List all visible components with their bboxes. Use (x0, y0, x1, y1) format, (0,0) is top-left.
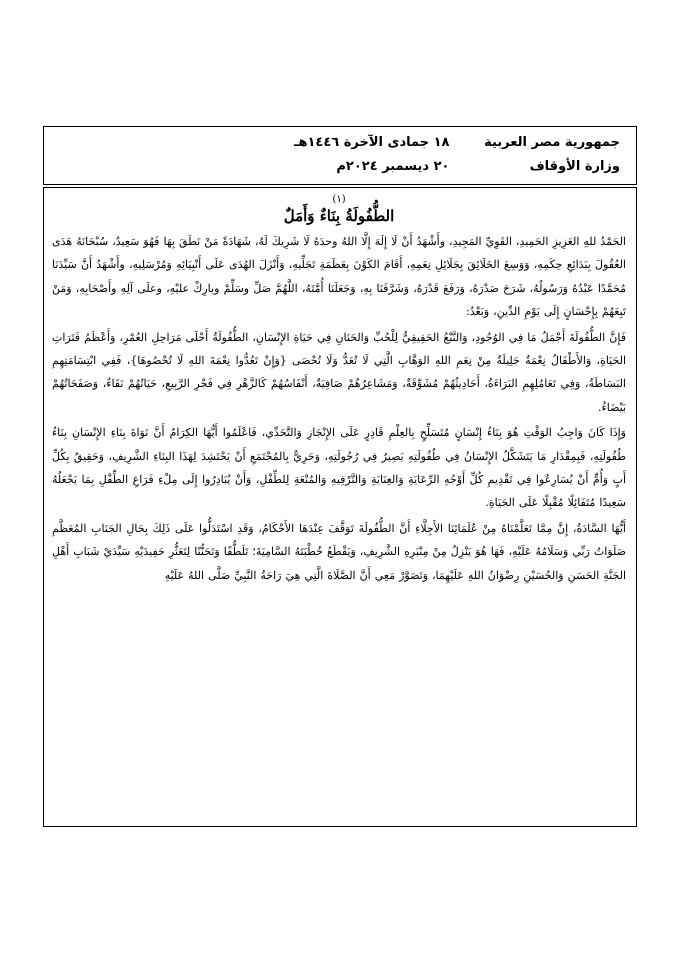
paragraph-2: فَإِنَّ الطُّفُولَةَ أَجْمَلُ مَا فِي الوُجُودِ، وَالنَّبْعُ الحَقِيقِيُّ لِلْحُبِّ وَالحَنَانِ فِي حَيَاةِ الإِنْسَانِ، الطُّفُولَةُ أَحْلَى مَرَاحِلِ العُمْرِ، وَأَعْظَمُ فَتَرَاتِ الحَيَاةِ، وَالأَطْفَالُ نِعْمَةٌ جَلِيلَةٌ مِنْ نِعَمِ اللهِ الوَهَّابِ الَّتِي لَا تُعَدُّ وَلَا تُحْصَى {وَإِنْ تَعُدُّوا نِعْمَةَ اللهِ لَا تُحْصُوهَا}، فَفِي ابْتِسَامَتِهِمِ البَسَاطَةُ، وَفِي تَعَامُلِهِمِ البَرَاءَةُ، أَحَادِيثُهُمْ مُشَوِّقَةٌ، وَمَشَاعِرُهُمْ صَافِيَةٌ، أَنْفَاسُهُمْ كَالزَّهْرِ فِي فَجْرِ الرَّبِيعِ، حَيَاتُهُمْ نَقَاءٌ، وَصَفَحَاتُهُمْ بَيْضَاءُ. (52, 330, 626, 414)
sermon-content (52, 194, 626, 820)
hijri-date: ١٨ جمادى الآخرة ١٤٤٦هـ (294, 135, 450, 150)
paragraph-3: وَإِذَا كَانَ وَاجِبُ الوَقْتِ هُوَ بِنَاءُ إِنْسَانٍ مُتَسَلِّحٍ بِالعِلْمِ قَادِرٍ عَلَى الإِنْجَازِ وَالتَّحَدِّي، فَاعْلَمُوا أَيُّهَا الكِرَامُ أَنَّ نَوَاةَ بِنَاءِ الإِنْسَانِ بِنَاءُ طُفُولَتِهِ، فَبِمِقْدَارِ مَا يَتَشَكَّلُ الإِنْسَانُ فِي طُفُولَتِهِ يَصِيرُ فِي رُجُولَتِهِ، وَحَرِيٌّ بِالمُجْتَمَعِ أَنْ يَحْتَشِدَ لِهَذَا البِنَاءِ الشَّرِيفِ، وَحَقِيقٌ بِكُلِّ أَبٍ وَأُمٍّ أَنْ يُسَارِعُوا فِي تَقْدِيمِ كُلِّ أَوْجُهِ الرِّعَايَةِ وَالعِنَايَةِ وَالتَّرْفِيهِ وَالمُتْعَةِ لِلطِّفْلِ، وَأَنْ يُبَادِرُوا إِلَى مِلْءِ فَرَاغِ الطِّفْلِ بِمَا يَجْعَلُهُ سَعِيدًا مُتَفَائِلًا مُقْبِلًا عَلَى الحَيَاةِ. (52, 426, 626, 510)
sermon-title: الطُّفُولَةُ بِنَاءٌ وَأَمَلٌ (283, 207, 395, 225)
issuer-block (484, 131, 620, 179)
sermon-box (43, 187, 637, 827)
country-name: جمهورية مصر العربية (484, 135, 620, 150)
gregorian-date: ٢٠ ديسمبر ٢٠٢٤م (336, 159, 450, 174)
header-box (43, 126, 637, 185)
paragraph-1: الحَمْدُ للهِ العَزِيزِ الحَمِيدِ، القَوِيِّ المَجِيدِ، وأَشْهَدُ أَنْ لَا إِلَهَ إِلَّا اللهُ وحدَهُ لَا شَرِيكَ لَهُ، شَهَادَةً مَنْ نَطَقَ بِهَا فَهُوَ سَعِيدٌ، سُبْحَانَهُ هَدَى العُقُولَ بِبَدَائِعِ حِكَمِهِ، وَوَسِعَ الخَلَائِقَ بِجَلَائِلِ نِعَمِهِ، أَقَامَ الكَوْنَ بِعَظَمَةِ تَجَلِّيهِ، وَأَنْزَلَ الهُدَى عَلَى أَنْبِيَائِهِ وَمُرْسَلِيهِ، وأَشْهَدُ أَنَّ سَيِّدَنَا مُحَمَّدًا عَبْدُهُ وَرَسُولُهُ، شَرَحَ صَدْرَهُ، وَرَفَعَ قَدْرَهُ، وَشَرَّفَنَا بِهِ، وَجَعَلَنَا أُمَّتَهُ، اللَّهُمَّ صَلِّ وسَلِّمْ وبارِكْ عليْهِ، وعلَى آلِهِ وأَصْحَابِهِ، وَمَنْ تَبِعَهُمْ بِإِحْسَانٍ إِلَى يَوْمِ الدِّينِ، وَبَعْدُ: (52, 235, 626, 319)
date-block (294, 131, 450, 179)
paragraph-4: أَيُّهَا السَّادَةُ، إِنَّ مِمَّا تَعَلَّمْنَاهُ مِنْ عُلَمَائِنَا الأَجِلَّاءِ أَنَّ الطُّفُولَةَ تَوَقَّفَ عِنْدَهَا الأَحْكَامُ، وَقَدِ اسْتَدَلُّوا عَلَى ذَلِكَ بِحَالِ الجَنَابِ المُعَظَّمِ صَلَوَاتُ رَبِّي وَسَلَامُهُ عَلَيْهِ، فَهَا هُوَ يَنْزِلُ مِنْ مِنْبَرِهِ الشَّرِيفِ، وَيَقْطَعُ خُطْبَتَهُ السَّامِيَةَ؛ تَلَطُّفًا وَتَحَنُّنًا لِتَعَثُّرِ حَفِيدَيْهِ سَيِّدَيْ شَبَابِ أَهْلِ الجَنَّةِ الحَسَنِ وَالحُسَيْنِ رِضْوَانُ اللهِ عَلَيْهِمَا، وَتَصَوَّرْ مَعِي أَنَّ الصَّلَاةَ الَّتِي هِيَ رَاحَةُ النَّبِيِّ صَلَّى اللهُ عَلَيْهِ (52, 521, 626, 582)
ministry-name: وزارة الأوقاف (529, 159, 620, 174)
sermon-number: (١) (332, 194, 346, 205)
